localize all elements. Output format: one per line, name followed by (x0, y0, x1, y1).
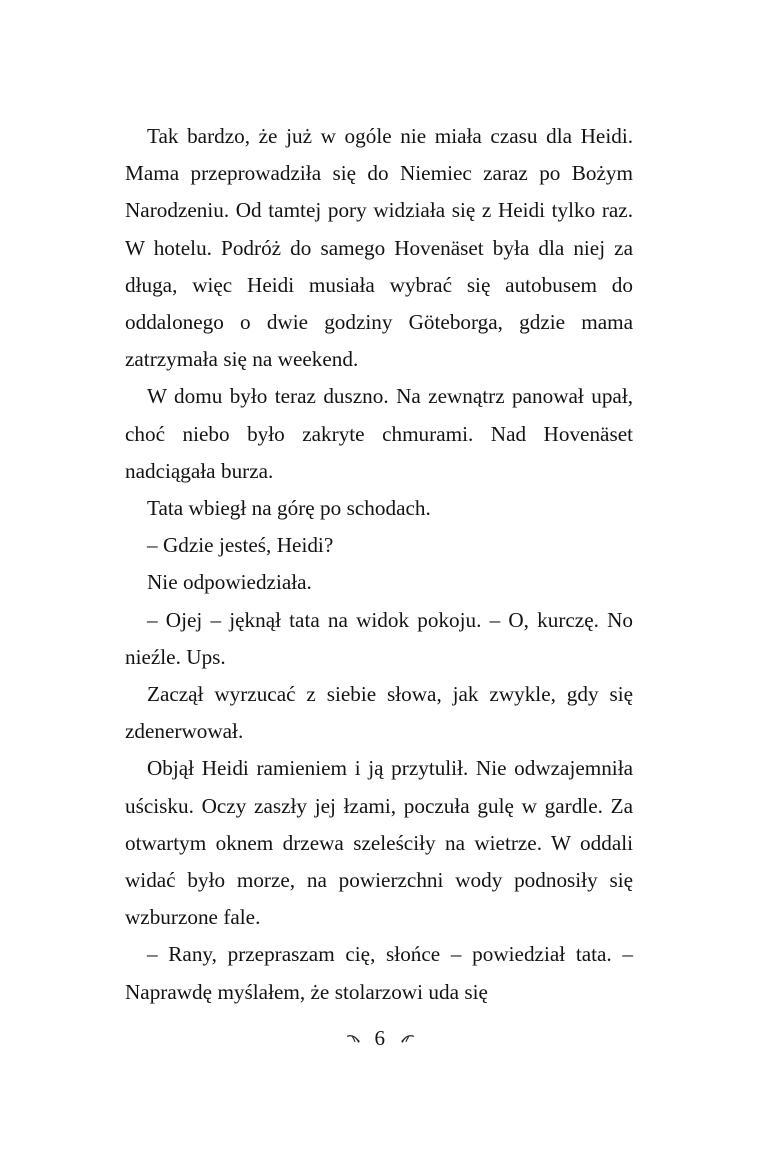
folio (346, 1028, 415, 1049)
wing-flourish-right-icon (395, 1032, 415, 1046)
dialogue-line: – Ojej – jęknął tata na widok pokoju. – O, kurczę. No nieźle. Ups. (125, 607, 633, 669)
wing-flourish-left-icon (346, 1032, 366, 1046)
page-body-text (125, 118, 633, 1011)
paragraph: Nie odpowiedziała. (147, 570, 312, 595)
page-number: 6 (374, 1026, 386, 1050)
paragraph: Tak bardzo, że już w ogóle nie miała czasu dla Heidi. Mama przeprowadziła się do Niemiec zaraz po Bożym Narodzeniu. Od tamtej pory widziała się z Heidi tylko raz. W hotelu. Podróż do samego Hovenäset była dla niej za długa, więc Heidi musiała wybrać się autobusem do oddalonego o dwie godziny Göteborga, gdzie mama zatrzymała się na weekend. (125, 124, 633, 372)
paragraph: W domu było teraz duszno. Na zewnątrz panował upał, choć niebo było zakryte chmurami. Nad Hovenäset nadciągała burza. (125, 384, 633, 483)
page-footer (0, 1028, 760, 1051)
paragraph: Objął Heidi ramieniem i ją przytulił. Nie odwzajemniła uścisku. Oczy zaszły jej łzami, poczuła gulę w gardle. Za otwartym oknem drzewa szeleściły na wietrze. W oddali widać było morze, na powierzchni wody podnosiły się wzburzone fale. (125, 756, 633, 930)
paragraph: Tata wbiegł na górę po schodach. (147, 496, 431, 521)
dialogue-line: – Gdzie jesteś, Heidi? (147, 533, 334, 558)
paragraph: Zaczął wyrzucać z siebie słowa, jak zwykle, gdy się zdenerwował. (125, 682, 633, 744)
dialogue-line: – Rany, przepraszam cię, słońce – powiedział tata. – Naprawdę myślałem, że stolarzowi uda się (125, 942, 633, 1004)
